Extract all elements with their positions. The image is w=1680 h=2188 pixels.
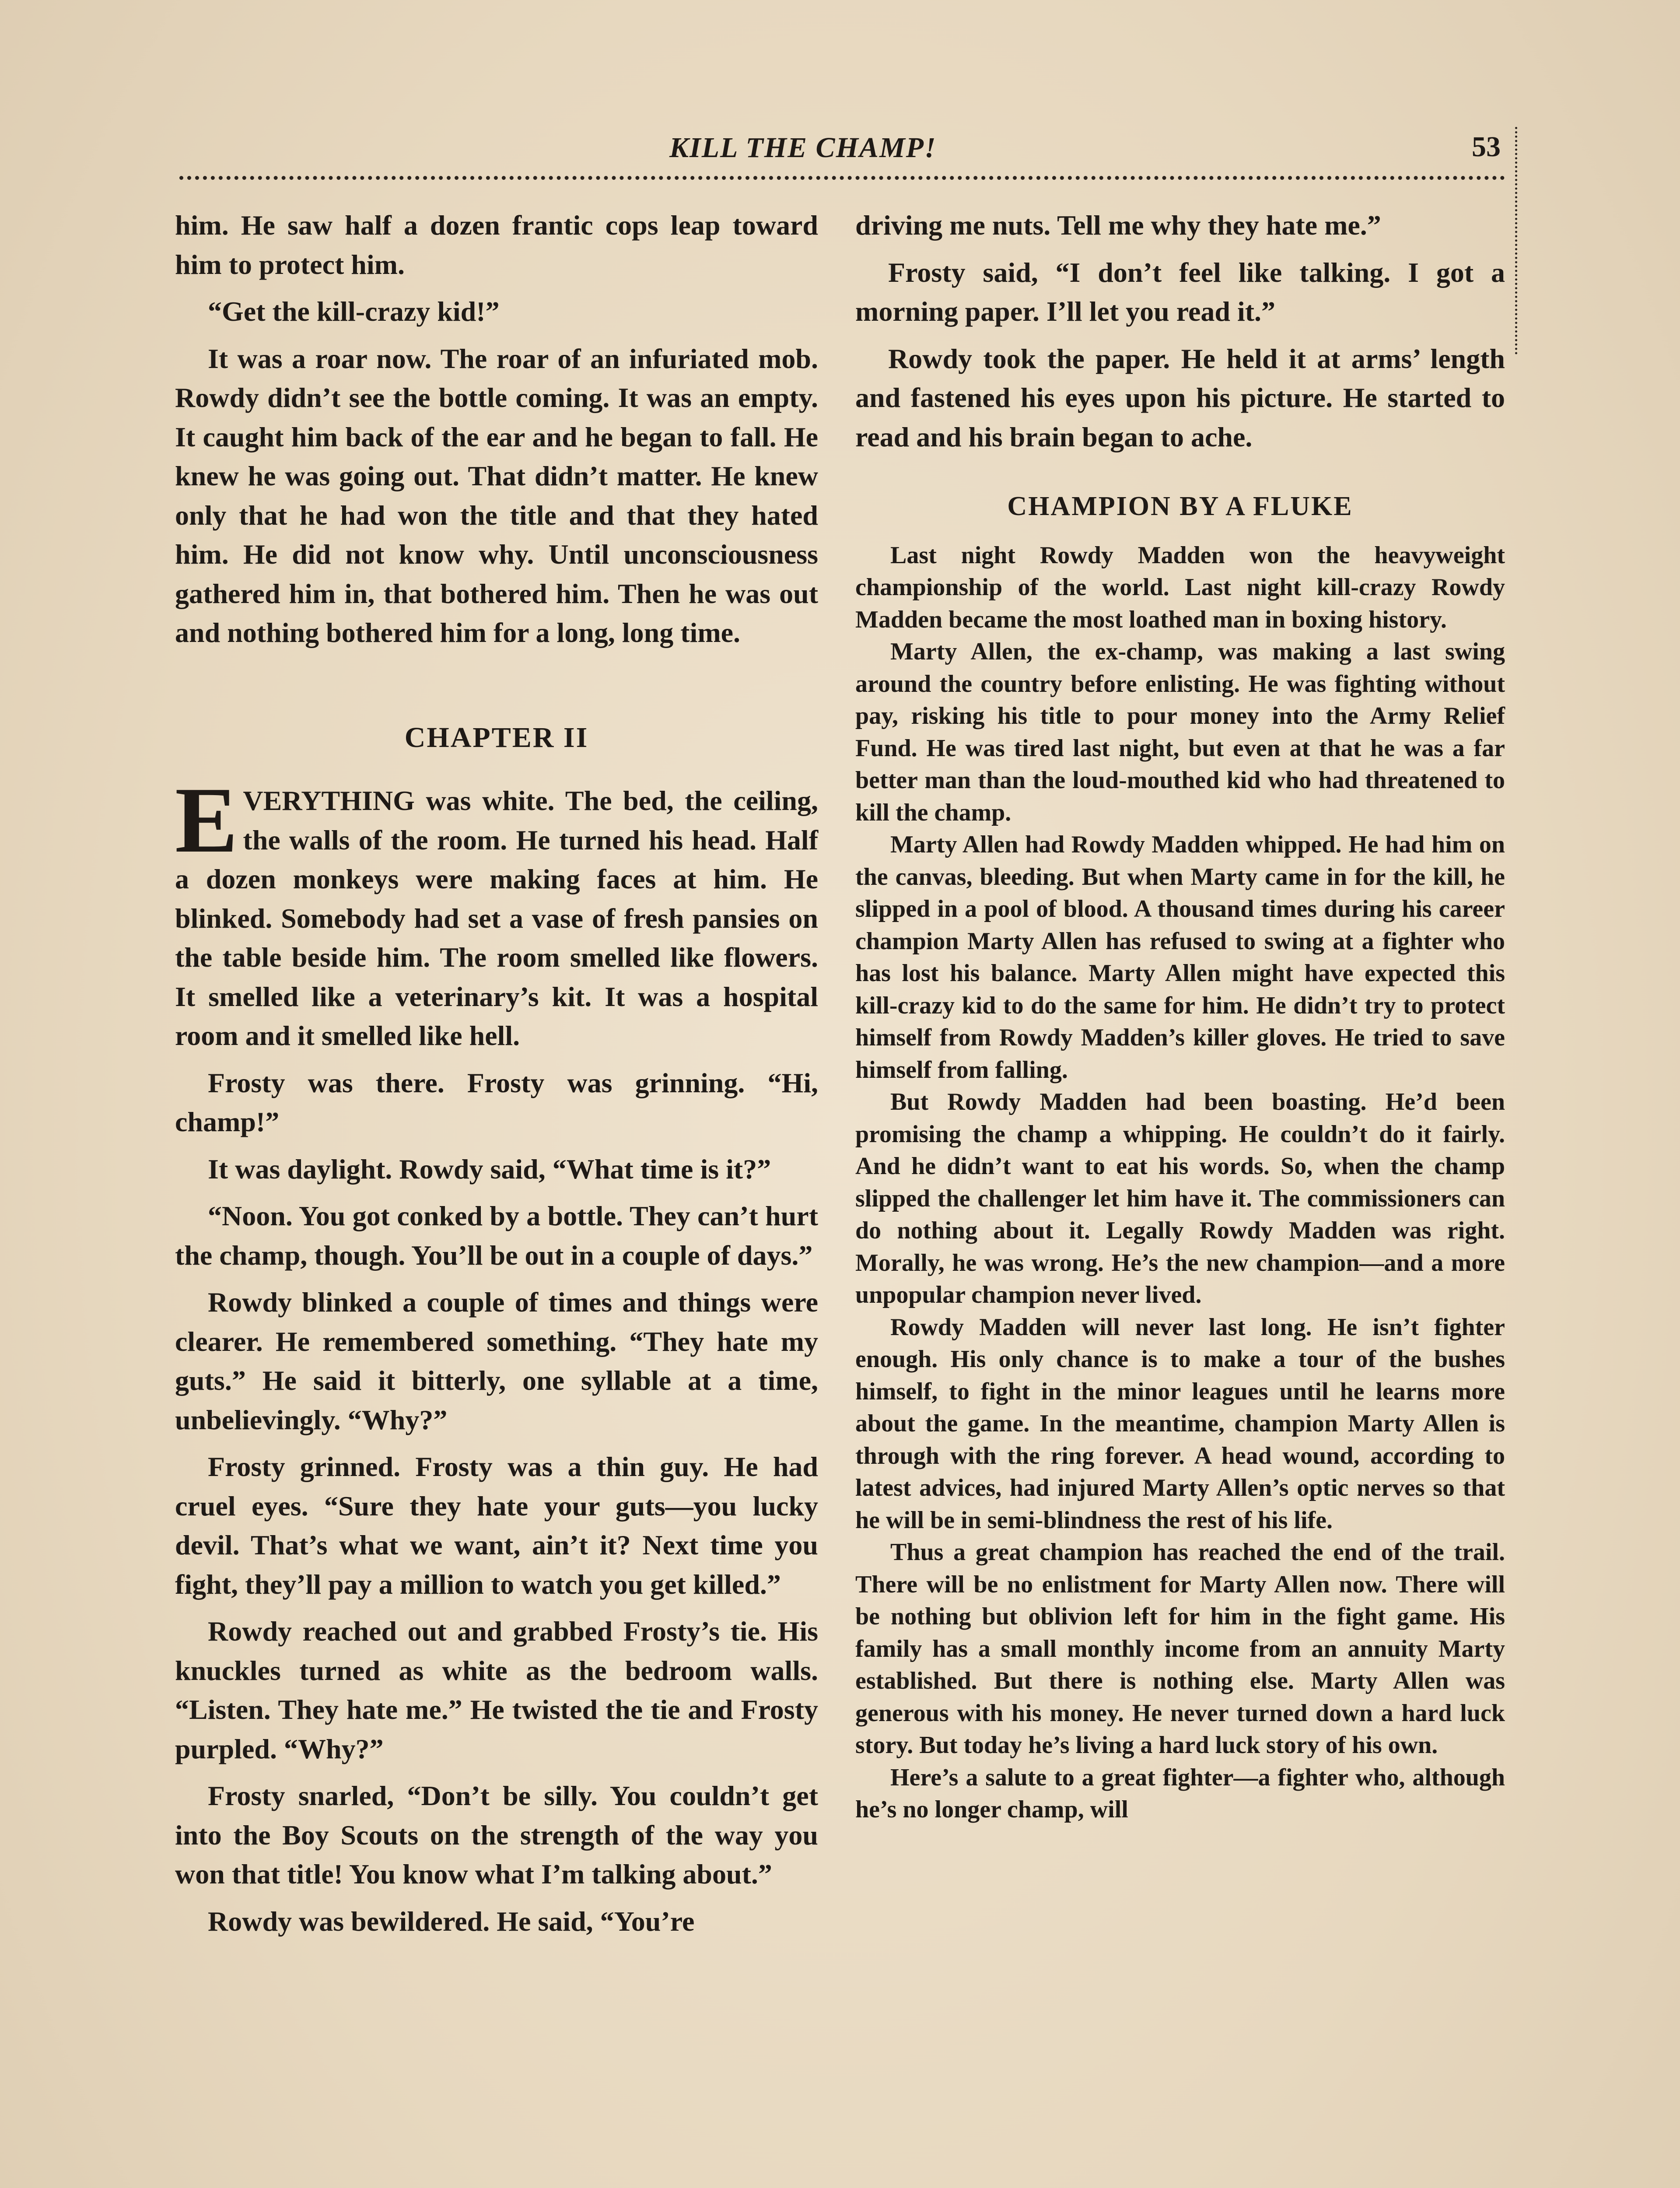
paragraph: Frosty grinned. Frosty was a thin guy. He had cruel eyes. “Sure they hate your guts—you lucky devil. That’s what we want, ain’t it? Next time you fight, they’ll pay a million to watch you get killed.” — [175, 1451, 818, 1600]
chapter-opening-paragraph — [175, 768, 818, 1055]
article-paragraph: But Rowdy Madden had been boasting. He’d been promising the champ a whipping. He couldn’t do it fairly. And he didn’t want to eat his words. So, when the champ slipped the challenger let him have it. The commissioners can do nothing about it. Legally Rowdy Madden was right. Morally, he was wrong. He’s the new champion—and a more unpopular champion never lived. — [855, 1088, 1505, 1308]
article-paragraph: Marty Allen, the ex-champ, was making a last swing around the country before enlisting. He was fighting without pay, risking his title to pour money into the Army Relief Fund. He was tired last night, but even at that he was a far better man than the loud-mouthed kid who had threatened to kill the champ. — [855, 638, 1505, 826]
article-paragraph: Thus a great champion has reached the end of the trail. There will be no enlistment for Marty Allen now. There will be nothing but oblivion left for him in the fight game. His family has a small monthly income from an annuity Marty established. But there is nothing else. Marty Allen was generous with his money. He never turned down a hard luck story. But today he’s living a hard luck story of his own. — [855, 1539, 1505, 1759]
opening-text: VERYTHING was white. The bed, the ceiling, the walls of the room. He turned his head. Half a dozen monkeys were making faces at him. He blinked. Somebody had set a vase of fresh pansies on the table beside him. The room smelled like flowers. It smelled like a veterinary’s kit. It was a hospital room and it smelled like hell. — [175, 785, 818, 1051]
right-column — [855, 206, 1505, 2188]
article-paragraph: Last night Rowdy Madden won the heavyweight championship of the world. Last night kill-crazy Rowdy Madden became the most loathed man in boxing history. — [855, 541, 1505, 633]
paragraph: Frosty said, “I don’t feel like talking. I got a morning paper. I’ll let you read it.” — [855, 256, 1505, 327]
paragraph: It was a roar now. The roar of an infuriated mob. Rowdy didn’t see the bottle coming. It was an empty. It caught him back of the ear and he began to fall. He knew he was going out. That didn’t matter. He knew only that he had won the title and that they hated him. He did not know why. Until unconsciousness gathered him in, that bothered him. Then he was out and nothing bothered him for a long, long time. — [175, 343, 818, 648]
page-header — [175, 127, 1518, 175]
page-number: 53 — [1472, 131, 1501, 163]
running-title: KILL THE CHAMP! — [669, 132, 937, 164]
side-dotted-rule — [1515, 127, 1517, 354]
paragraph: Rowdy took the paper. He held it at arms’ length and fastened his eyes upon his picture. He started to read and his brain began to ache. — [855, 343, 1505, 452]
paragraph: Rowdy blinked a couple of times and things were clearer. He remembered something. “They hate my guts.” He said it bitterly, one syllable at a time, unbelievingly. “Why?” — [175, 1287, 818, 1435]
paragraph: It was daylight. Rowdy said, “What time is it?” — [208, 1153, 771, 1185]
newspaper-article — [855, 540, 1505, 1826]
article-paragraph: Rowdy Madden will never last long. He isn’t fighter enough. His only chance is to make a tour of the bushes himself, to fight in the minor leagues until he learns more about the game. In the meantime, champion Marty Allen is through with the ring forever. A head wound, according to latest advices, had injured Marty Allen’s optic nerves so that he will be in semi-blindness the rest of his life. — [855, 1313, 1505, 1534]
paragraph: Rowdy was bewildered. He said, “You’re — [208, 1905, 695, 1937]
paragraph: driving me nuts. Tell me why they hate me.” — [855, 210, 1381, 241]
paragraph: Rowdy reached out and grabbed Frosty’s tie. His knuckles turned as white as the bedroom walls. “Listen. They hate me.” He twisted the tie and Frosty purpled. “Why?” — [175, 1616, 818, 1764]
paragraph: him. He saw half a dozen frantic cops leap toward him to protect him. — [175, 210, 818, 280]
header-dotted-rule — [179, 176, 1505, 180]
article-paragraph: Marty Allen had Rowdy Madden whipped. He had him on the canvas, bleeding. But when Marty came in for the kill, he slipped in a pool of blood. A thousand times during his career champion Marty Allen has refused to swing at a fighter who has lost his balance. Marty Allen might have expected this kill-crazy kid to do the same for him. He didn’t try to protect himself from Rowdy Madden’s killer gloves. He tried to save himself from falling. — [855, 831, 1505, 1083]
paragraph: “Get the kill-crazy kid!” — [208, 296, 500, 327]
chapter-title: CHAPTER II — [404, 721, 589, 754]
paragraph: Frosty was there. Frosty was grinning. “Hi, champ!” — [175, 1067, 818, 1137]
paragraph: Frosty snarled, “Don’t be silly. You couldn’t get into the Boy Scouts on the strength of the way you won that title! You know what I’m talking about.” — [175, 1780, 818, 1890]
newspaper-article-title: CHAMPION BY A FLUKE — [1007, 491, 1353, 521]
article-paragraph: Here’s a salute to a great fighter—a fighter who, although he’s no longer champ, will — [855, 1764, 1505, 1823]
paragraph: “Noon. You got conked by a bottle. They can’t hurt the champ, though. You’ll be out in a couple of days.” — [175, 1200, 818, 1271]
left-column — [175, 206, 818, 2188]
drop-cap: E — [175, 768, 238, 872]
